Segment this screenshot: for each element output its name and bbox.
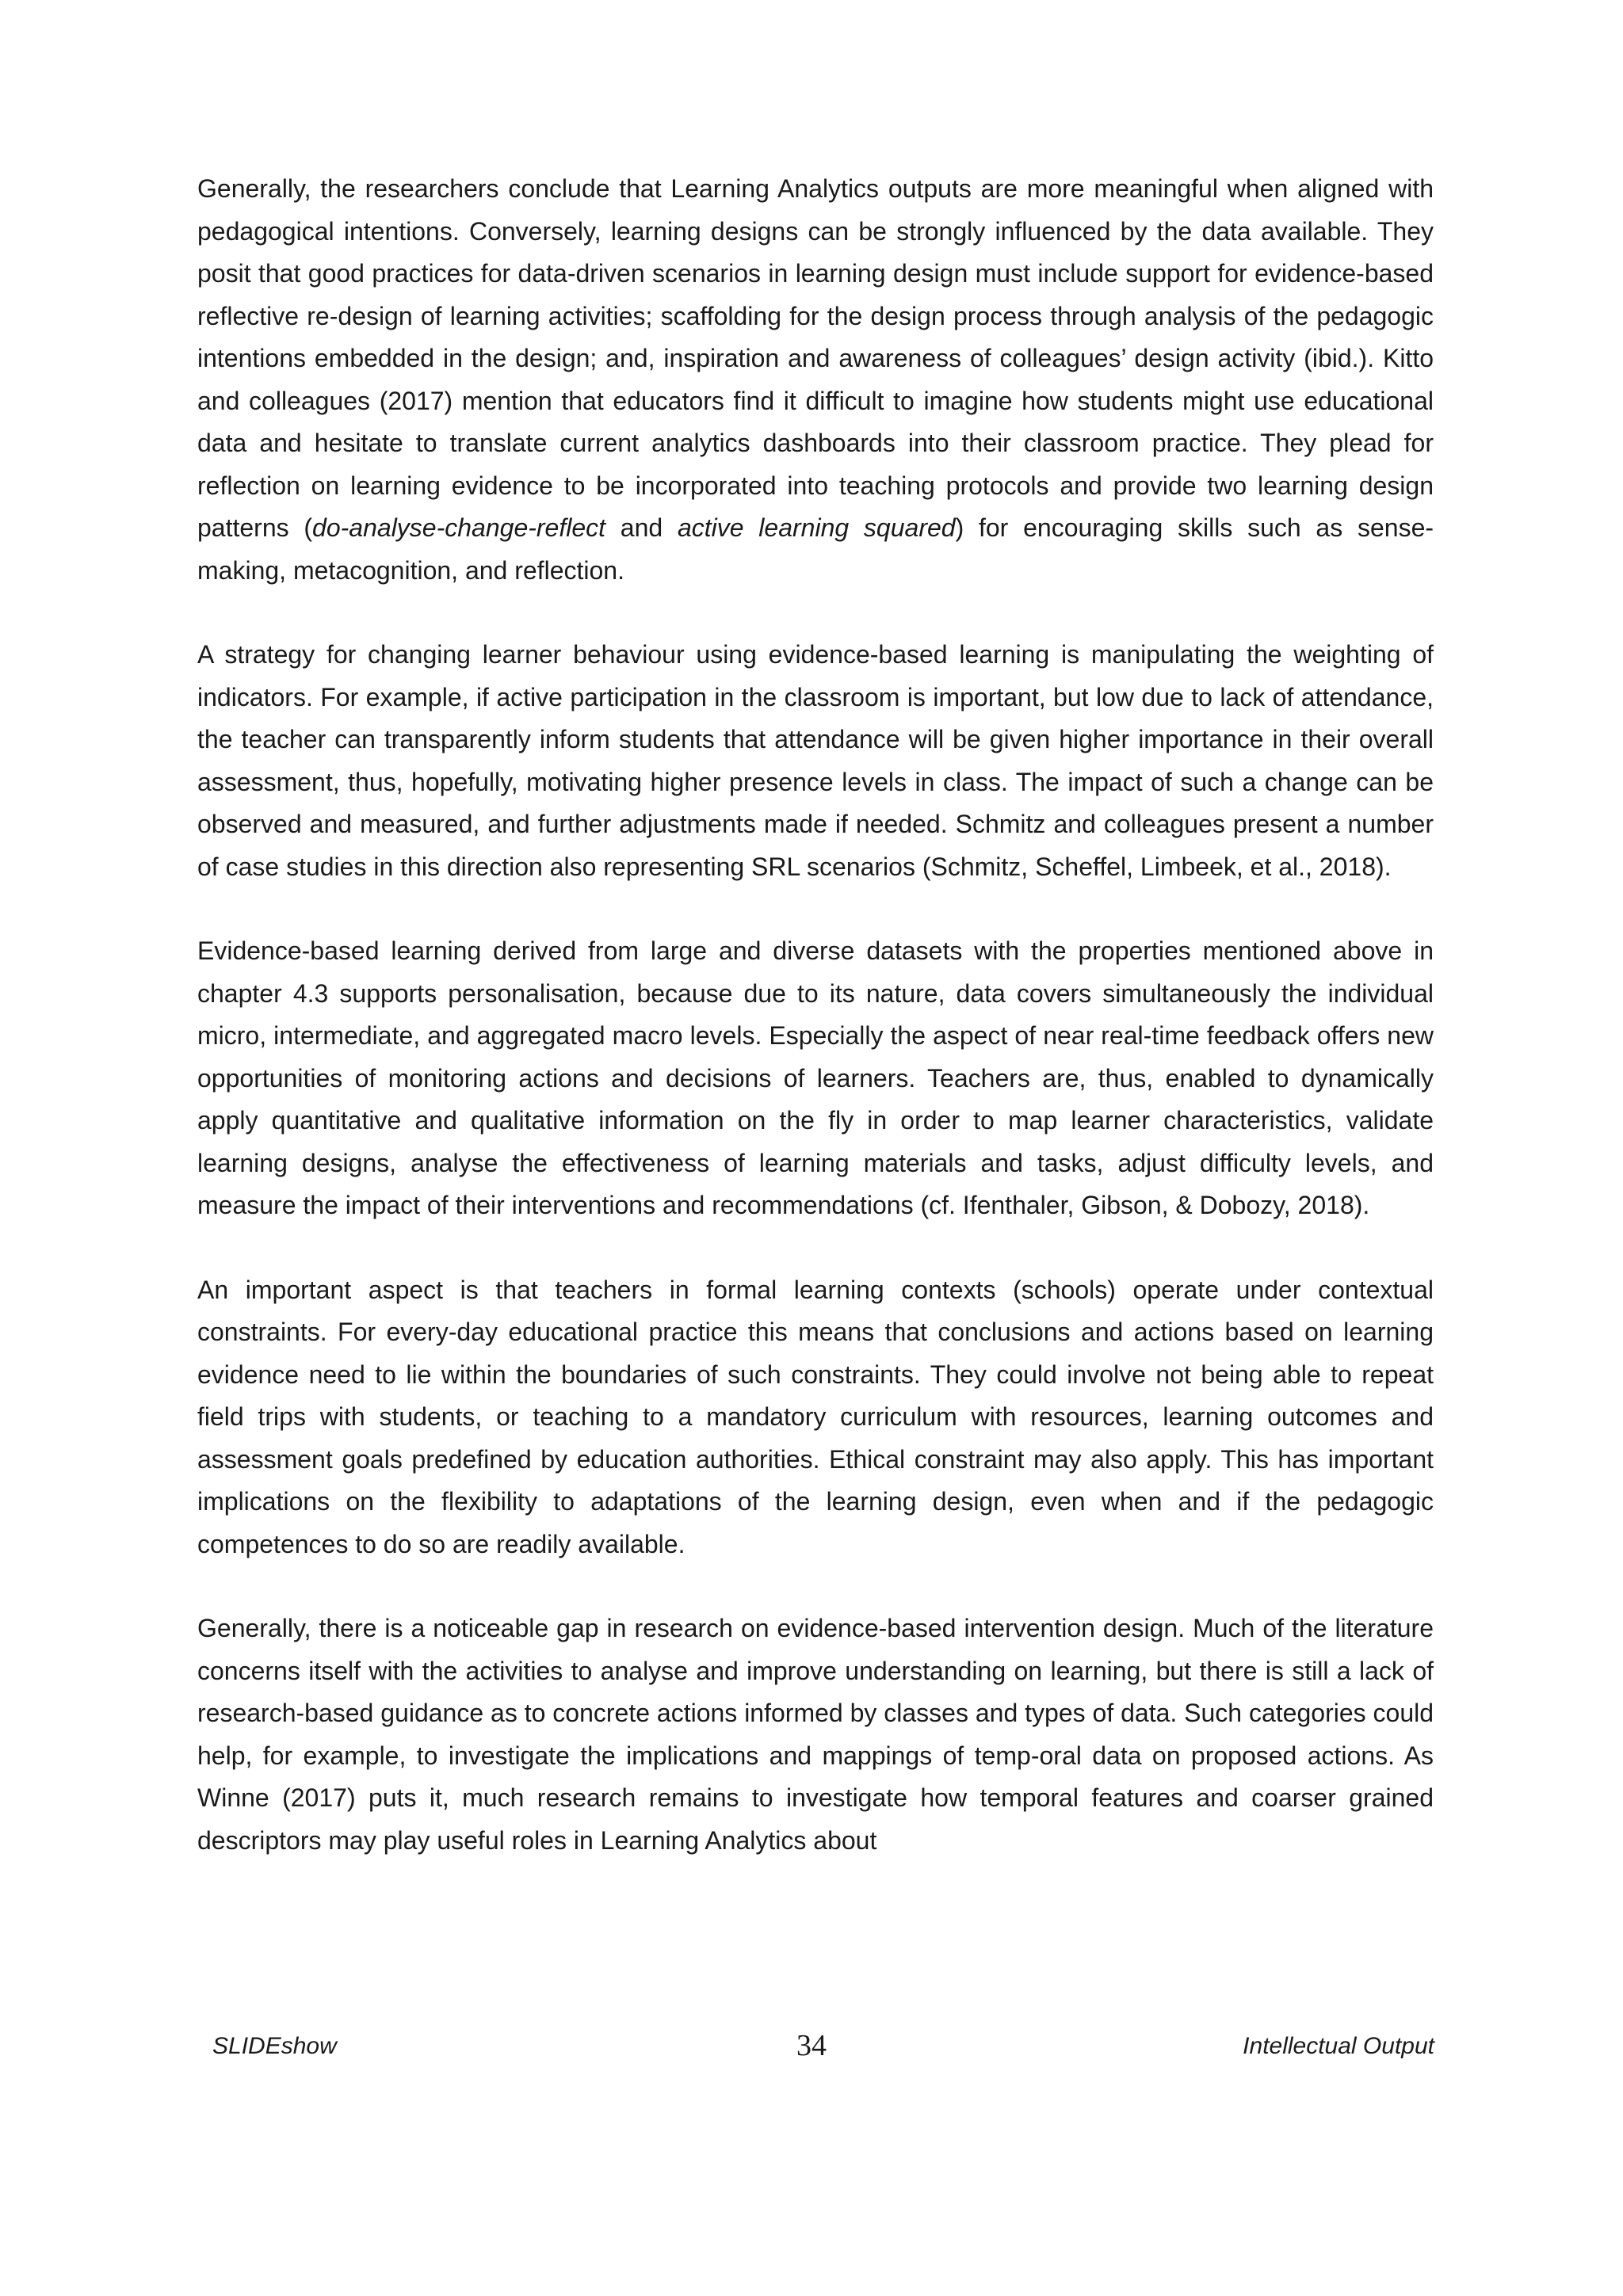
paragraph-4: An important aspect is that teachers in formal learning contexts (schools) operate under contextual constraints. For every-day educational practice this means that conclusions and actions based on learning evidence need to lie within the boundaries of such constraints. They could involve not being able to repeat field trips with students, or teaching to a mandatory curriculum with resources, learning outcomes and assessment goals predefined by education authorities. Ethical constraint may also apply. This has important implications on the flexibility to adaptations of the learning design, even when and if the pedagogic competences to do so are readily available. (197, 1275, 1434, 1558)
paragraph-2: A strategy for changing learner behaviour using evidence-based learning is manipulating the weighting of indicators. For example, if active participation in the classroom is important, but low due to lack of attendance, the teacher can transparently inform students that attendance will be given higher importance in their overall assessment, thus, hopefully, motivating higher presence levels in class. The impact of such a change can be observed and measured, and further adjustments made if needed. Schmitz and colleagues present a number of case studies in this direction also representing SRL scenarios (Schmitz, Scheffel, Limbeek, et al., 2018). (197, 640, 1434, 881)
paragraph-5: Generally, there is a noticeable gap in research on evidence-based intervention design. Much of the literature concerns itself with the activities to analyse and improve understanding on learning, but there is still a lack of research-based guidance as to concrete actions informed by classes and types of data. Such categories could help, for example, to investigate the implications and mappings of temp-oral data on proposed actions. As Winne (2017) puts it, much research remains to investigate how temporal features and coarser grained descriptors may play useful roles in Learning Analytics about (197, 1614, 1434, 1855)
paragraph-1-text-b: and (605, 513, 678, 542)
footer-output-label: Intellectual Output (1243, 2033, 1434, 2059)
footer-project-name: SLIDEshow (212, 2033, 337, 2059)
paragraph-1-text-c: ) for encouraging skills such as sense-making, metacognition, and reflection. (197, 513, 1434, 585)
pattern-name-active-learning: active learning squared (677, 513, 956, 542)
paragraph-1 (197, 168, 1434, 592)
page-number: 34 (796, 2029, 827, 2062)
paragraph-3: Evidence-based learning derived from large and diverse datasets with the properties mentioned above in chapter 4.3 supports personalisation, because due to its nature, data covers simultaneously the individual micro, intermediate, and aggregated macro levels. Especially the aspect of near real-time feedback offers new opportunities of monitoring actions and decisions of learners. Teachers are, thus, enabled to dynamically apply quantitative and qualitative information on the fly in order to map learner characteristics, validate learning designs, analyse the effectiveness of learning materials and tasks, adjust difficulty levels, and measure the impact of their interventions and recommendations (cf. Ifenthaler, Gibson, & Dobozy, 2018). (197, 936, 1434, 1219)
document-body (197, 168, 1434, 1862)
pattern-name-do-analyse: do-analyse-change-reflect (312, 513, 606, 542)
paragraph-1-text-a: Generally, the researchers conclude that Learning Analytics outputs are more meaningful when aligned with pedagogical intentions. Conversely, learning designs can be strongly influenced by the data available. They posit that good practices for data-driven scenarios in learning design must include support for evidence-based reflective re-design of learning activities; scaffolding for the design process through analysis of the pedagogic intentions embedded in the design; and, inspiration and awareness of colleagues’ design activity (ibid.). Kitto and colleagues (2017) mention that educators find it difficult to imagine how students might use educational data and hesitate to translate current analytics dashboards into their classroom practice. They plead for reflection on learning evidence to be incorporated into teaching protocols and provide two learning design patterns ( (197, 174, 1434, 542)
